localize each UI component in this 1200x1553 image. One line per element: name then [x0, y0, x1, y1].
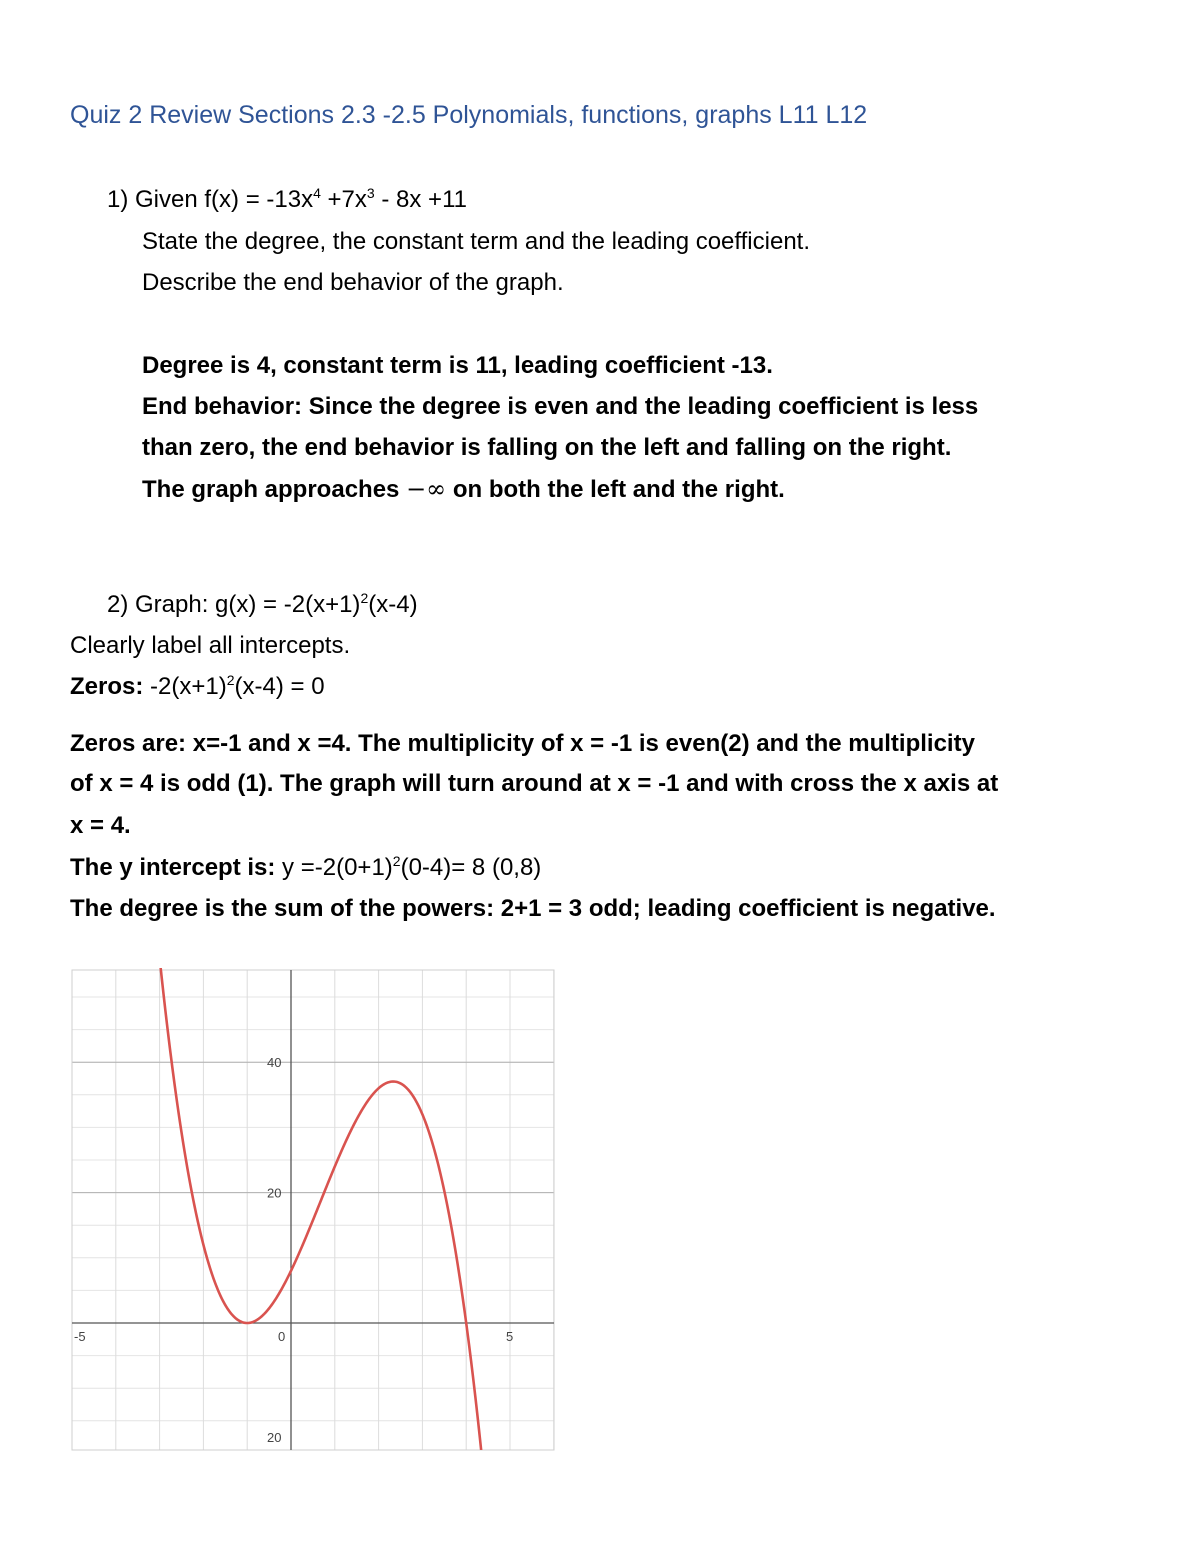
question-2-instruction: Clearly label all intercepts.	[70, 632, 351, 659]
function-g-definition: Graph: $g(x) = -2(x+1)^2(x-4)$	[135, 590, 418, 618]
question-1-number: 1)	[107, 186, 129, 213]
negative-infinity-symbol: −∞	[406, 475, 447, 503]
function-f-definition: Given $f(x) = -13x^4 +7x^3 - 8x +11$	[135, 185, 467, 213]
question-1-instruction-2: Describe the end behavior of the graph.	[142, 269, 564, 296]
zeros-explanation-3: x = 4.	[70, 812, 131, 839]
answer-1-degree: Degree is 4, constant term is 11, leading coefficient -13.	[142, 352, 773, 379]
function-curve	[157, 964, 488, 1456]
zeros-explanation-1: Zeros are: x=-1 and x =4. The multiplicity of x = -1 is even(2) and the multiplicity	[70, 730, 975, 757]
zeros-explanation-2: of x = 4 is odd (1). The graph will turn around at x = -1 and with cross the x axis at	[70, 770, 999, 797]
page-title: Quiz 2 Review Sections 2.3 -2.5 Polynomials, functions, graphs L11 L12	[70, 101, 868, 129]
zeros-equation: Zeros: $-2(x+1)^2(x-4) = 0$	[70, 672, 325, 700]
x-tick-label: -5	[74, 1329, 86, 1344]
answer-1-end-behavior-1: End behavior: Since the degree is even and the leading coefficient is less	[142, 393, 979, 420]
x-tick-label: 0	[278, 1329, 286, 1344]
answer-1-end-behavior-3: The graph approaches −∞ on both the left and the right.	[142, 475, 785, 503]
question-2-prompt	[107, 590, 418, 620]
y-tick-label: 40	[267, 1055, 282, 1071]
polynomial-graph	[66, 964, 558, 1456]
answer-1-end-behavior-2: than zero, the end behavior is falling on the left and falling on the right.	[142, 434, 952, 461]
degree-line: The degree is the sum of the powers: 2+1 = 3 odd; leading coefficient is negative.	[70, 895, 996, 922]
plot-frame	[72, 970, 554, 1450]
y-tick-label: 20	[267, 1185, 282, 1201]
y-tick-label: 20	[267, 1430, 282, 1445]
y-intercept-line: The y intercept is: $y =-2(0+1)^2(0-4)= 8$ (0,8)	[70, 853, 542, 881]
question-1-prompt	[107, 185, 467, 215]
question-2-number: 2)	[107, 591, 129, 618]
x-tick-label: 5	[506, 1329, 514, 1344]
question-1-instruction-1: State the degree, the constant term and the leading coefficient.	[142, 228, 811, 255]
